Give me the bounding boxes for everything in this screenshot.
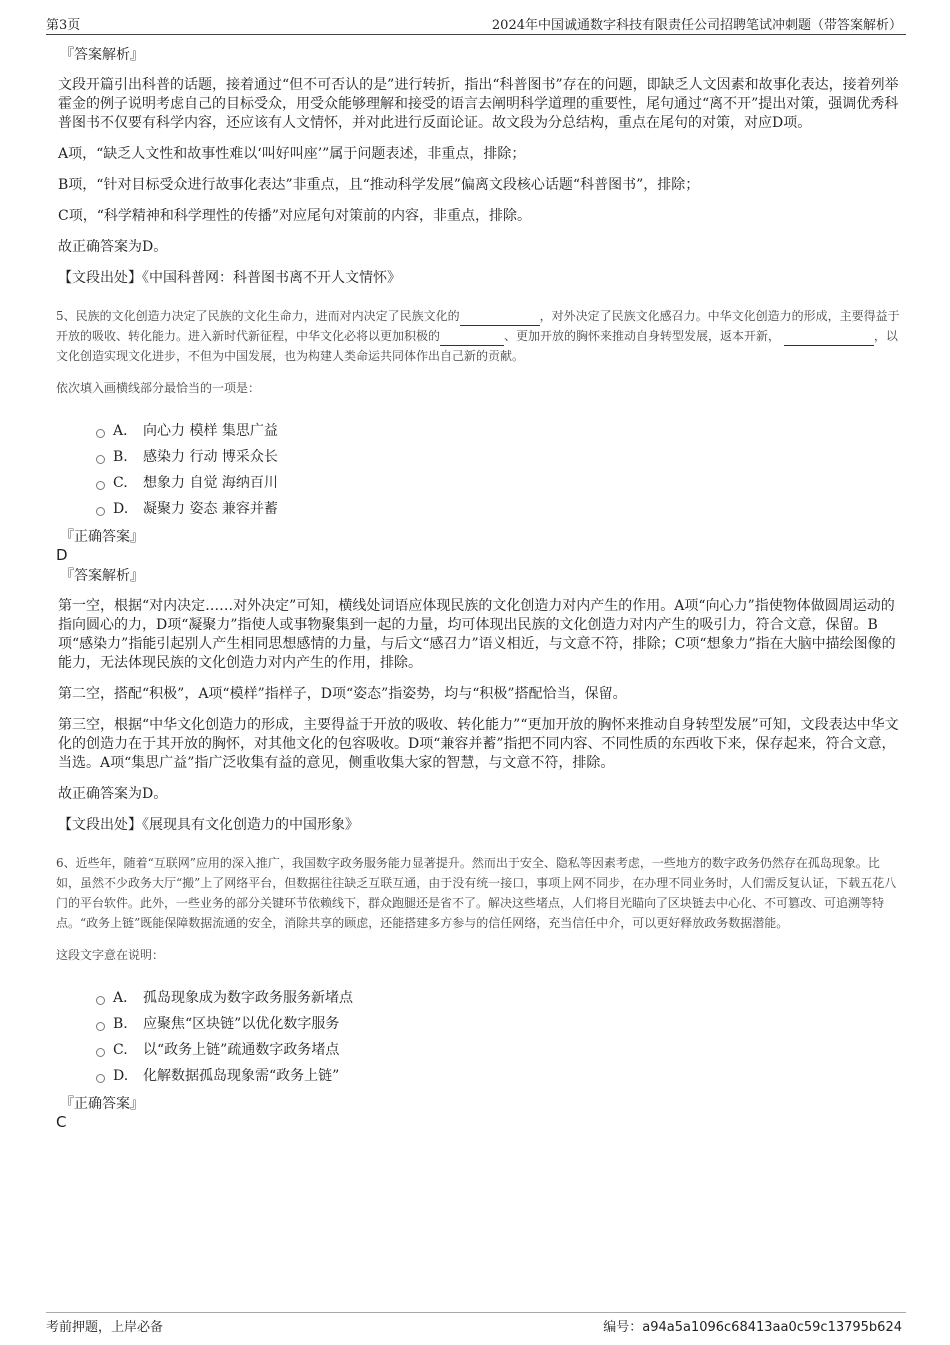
radio-icon[interactable] [96,1048,105,1057]
passage-source: 【文段出处】《中国科普网：科普图书离不开人文情怀》 [58,270,401,286]
analysis-paragraph: C项，“科学精神和科学理性的传播”对应尾句对策前的内容，非重点，排除。 [58,208,532,224]
option-b[interactable]: B. 感染力 行动 博采众长 [96,444,900,470]
option-a[interactable]: A． 向心力 模样 集思广益 [96,418,900,444]
page-footer [46,1312,906,1337]
question-5-text: 5、民族的文化创造力决定了民族的文化生命力，进而对内决定了民族文化的 ，对外决定了民族文化感召力。中华文化创造力的形成，主要得益于开放的吸收、转化能力。进入新时代新征程，中华文化必将以更加积极的 、更加开放的胸怀来推动自身转型发展，返本开新， ，以文化创造实现文化进步，不但为中国发展，也为构建人类命运共同体作出自己新的贡献。 [56,309,900,363]
document-code: 编号：a94a5a1096c68413aa0c59c13795b624 [603,1320,902,1335]
question-6-text: 6、近些年，随着“互联网”应用的深入推广，我国数字政务服务能力显著提升。然而出于安全、隐私等因素考虑，一些地方的数字政务仍然存在孤岛现象。比如，虽然不少政务大厅“搬”上了网络平台，但数据往往缺乏互联互通，由于没有统一接口，事项上网不同步，在办理不同业务时，人们需反复认证，下载五花八门的平台软件。此外，一些业务的部分关键环节依赖线下，群众跑腿还是省不了。解决这些堵点，人们将目光瞄向了区块链去中心化、不可篡改、可追溯等特点。“政务上链”既能保障数据流通的安全，消除共享的顾虑，还能搭建多方参与的信任网络，充当信任中介，可以更好释放政务数据潜能。 [56,856,897,930]
radio-icon[interactable] [96,429,105,438]
radio-icon[interactable] [96,1022,105,1031]
correct-answer: D [56,546,68,564]
analysis-paragraph: 第一空，根据“对内决定……对外决定”可知，横线处词语应体现民族的文化创造力对内产生的作用。A项“向心力”指使物体做圆周运动的指向圆心的力，D项“凝聚力”指使人或事物聚集到一起的力量，均可体现出民族的文化创造力对内产生的吸引力，符合文意，保留。B项“感染力”指能引起别人产生相同思想感情的力量，与后文“感召力”语义相近，与文意不符，排除；C项“想象力”指在大脑中描绘图像的能力，无法体现民族的文化创造力对内产生的作用，排除。 [58,598,896,671]
radio-icon[interactable] [96,507,105,516]
option-c[interactable]: C. 以“政务上链”疏通数字政务堵点 [96,1037,900,1063]
passage-source: 【文段出处】《展现具有文化创造力的中国形象》 [58,817,359,833]
option-d[interactable]: D. 化解数据孤岛现象需“政务上链” [96,1063,900,1089]
question-5-prompt: 依次填入画横线部分最恰当的一项是： [56,381,261,395]
document-title: 2024年中国诚通数字科技有限责任公司招聘笔试冲刺题（带答案解析） [491,18,902,33]
radio-icon[interactable] [96,455,105,464]
correct-answer-label: 『正确答案』 [60,1096,144,1112]
answer-analysis-label: 『答案解析』 [60,47,144,63]
analysis-paragraph: 故正确答案为D。 [58,786,168,802]
footer-slogan: 考前押题，上岸必备 [46,1320,164,1335]
analysis-paragraph: 故正确答案为D。 [58,239,168,255]
radio-icon[interactable] [96,481,105,490]
option-a[interactable]: A． 孤岛现象成为数字政务服务新堵点 [96,985,900,1011]
fill-blank-1 [460,311,540,326]
radio-icon[interactable] [96,996,105,1005]
answer-analysis-label: 『答案解析』 [60,568,144,584]
question-6-options [96,985,900,1089]
correct-answer-label: 『正确答案』 [60,529,144,545]
page-header [46,14,906,35]
page-content [56,46,900,1134]
fill-blank-3 [784,331,874,346]
radio-icon[interactable] [96,1074,105,1083]
option-c[interactable]: C. 想象力 自觉 海纳百川 [96,470,900,496]
question-5-options [96,418,900,522]
analysis-paragraph: 第三空，根据“中华文化创造力的形成，主要得益于开放的吸收、转化能力”“更加开放的胸怀来推动自身转型发展”可知，文段表达中华文化的创造力在于其开放的胸怀，对其他文化的包容吸收。D项“兼容并蓄”指把不同内容、不同性质的东西收下来，保存起来，符合文意，当选。A项“集思广益”指广泛收集有益的意见，侧重收集大家的智慧，与文意不符，排除。 [58,717,899,771]
option-b[interactable]: B. 应聚焦“区块链”以优化数字服务 [96,1011,900,1037]
page-number: 第3页 [46,18,81,33]
option-d[interactable]: D. 凝聚力 姿态 兼容并蓄 [96,496,900,522]
analysis-paragraph: 文段开篇引出科普的话题，接着通过“但不可否认的是”进行转折，指出“科普图书”存在的问题，即缺乏人文因素和故事化表达，接着列举霍金的例子说明考虑自己的目标受众，用受众能够理解和接受的语言去阐明科学道理的重要性，尾句通过“离不开”提出对策，强调优秀科普图书不仅要有科学内容，还应该有人文情怀，并对此进行反面论证。故文段为分总结构，重点在尾句的对策，对应D项。 [58,77,899,131]
correct-answer: C [56,1113,67,1131]
analysis-paragraph: 第二空，搭配“积极”，A项“模样”指样子，D项“姿态”指姿势，均与“积极”搭配恰当，保留。 [58,686,627,702]
fill-blank-2 [440,331,504,346]
question-6-prompt: 这段文字意在说明： [56,948,165,962]
analysis-paragraph: B项，“针对目标受众进行故事化表达”非重点，且“推动科学发展”偏离文段核心话题“科普图书”，排除； [58,177,700,193]
analysis-paragraph: A项，“缺乏人文性和故事性难以‘叫好叫座’”属于问题表述，非重点，排除； [58,146,526,162]
